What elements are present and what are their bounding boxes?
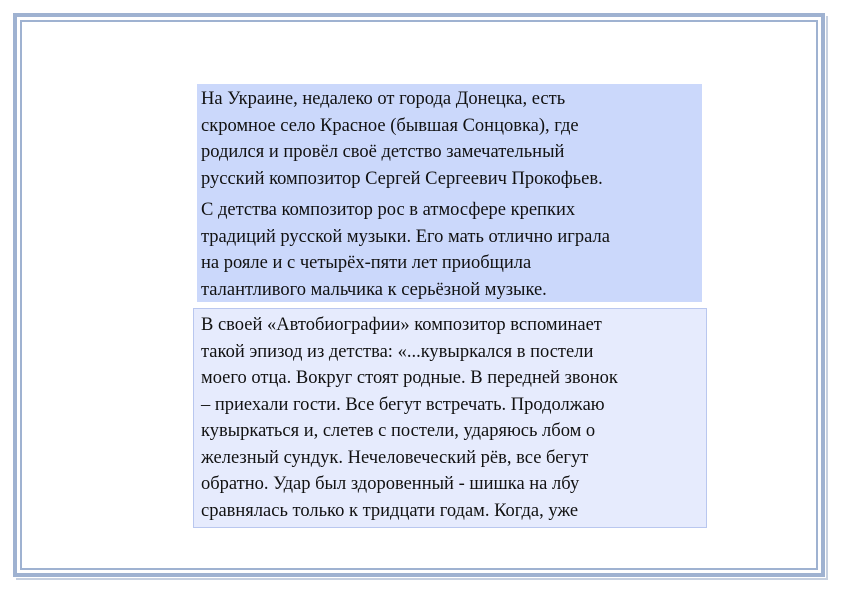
text-line: железный сундук. Нечеловеческий рёв, все бегут: [201, 447, 589, 468]
text-line: – приехали гости. Все бегут встречать. Продолжаю: [201, 394, 605, 415]
text-block-autobiography: [193, 308, 707, 528]
text-block-intro: [197, 84, 702, 302]
text-line: русский композитор Сергей Сергеевич Прокофьев.: [201, 168, 603, 189]
text-line: С детства композитор рос в атмосфере крепких: [201, 200, 576, 220]
text-line: на рояле и с четырёх-пяти лет приобщила: [201, 253, 532, 273]
paragraph-autobiography-quote: [201, 312, 700, 524]
text-line: талантливого мальчика к серьёзной музыке.: [201, 279, 547, 300]
text-line: моего отца. Вокруг стоят родные. В передней звонок: [201, 368, 618, 388]
text-line: традиций русской музыки. Его мать отлично играла: [201, 226, 610, 247]
text-line: скромное село Красное (бывшая Сонцовка), где: [201, 115, 579, 136]
text-line: обратно. Удар был здоровенный - шишка на лбу: [201, 474, 580, 494]
text-line: На Украине, недалеко от города Донецка, есть: [201, 89, 566, 109]
text-line: сравнялась только к тридцати годам. Когда, уже: [201, 500, 579, 521]
text-line: родился и провёл своё детство замечательный: [201, 142, 565, 162]
text-line: кувыркаться и, слетев с постели, ударяюсь лбом о: [201, 421, 596, 441]
paragraph-birthplace: [201, 86, 698, 192]
text-line: В своей «Автобиографии» композитор вспоминает: [201, 315, 602, 335]
paragraph-childhood: [201, 197, 698, 303]
text-line: такой эпизод из детства: «...кувыркался в постели: [201, 341, 594, 362]
